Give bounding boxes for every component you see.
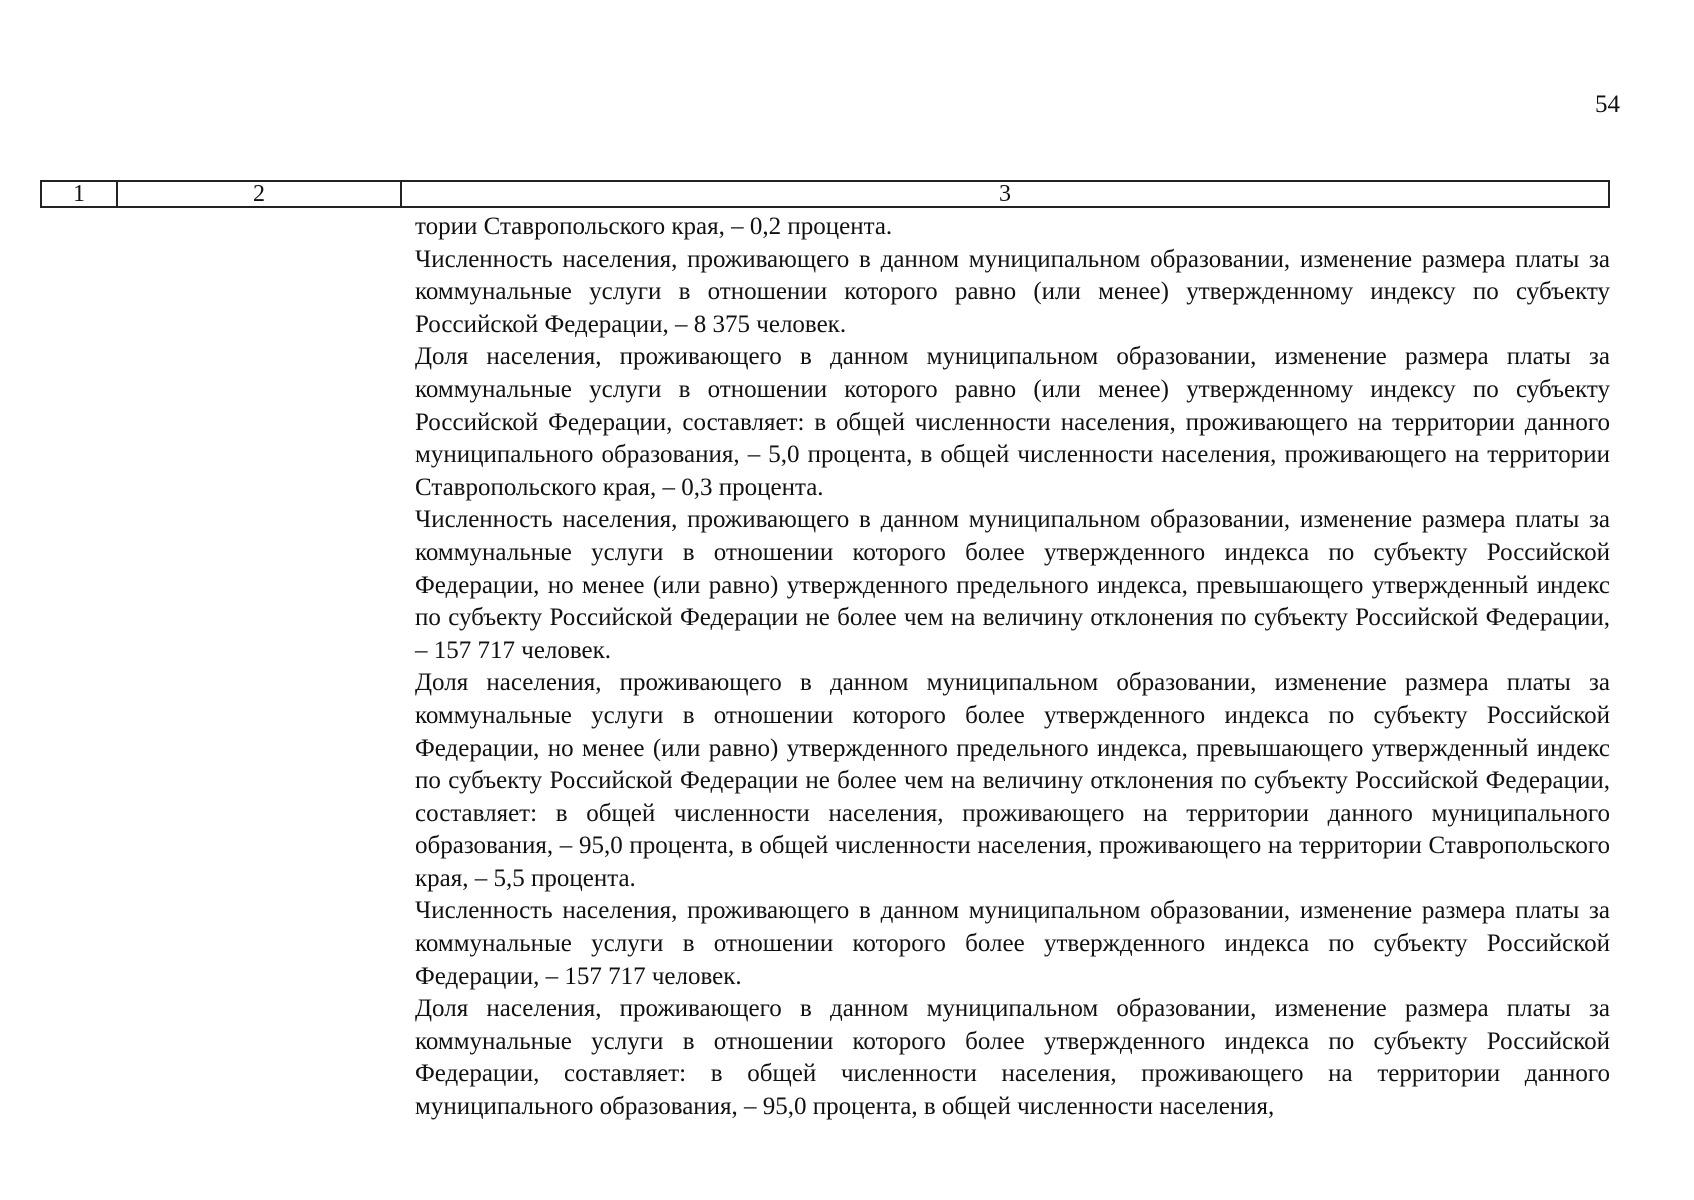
paragraph-share-above-index: Доля населения, проживающего в данном муниципальном образовании, изменение размера платы за коммунальные услуги в отношении которого более утвержденного индекса по субъекту Российской Федерации, составляет: в общей численности населения, проживающего на территории данного муниципального образования, – 95,0 процента, в общей численности населения,: [415, 995, 1610, 1121]
paragraph-share-above-index-within-limit: Доля населения, проживающего в данном муниципальном образовании, изменение размера платы за коммунальные услуги в отношении которого более утвержденного индекса по субъекту Российской Федерации, но менее (или равно) утвержденного предельного индекса, превышающего утвержденный индекс по субъекту Российской Федерации не более чем на величину отклонения по субъекту Российской Федерации, составляет: в общей численности населения, проживающего на территории данного муниципального образования, – 95,0 процента, в общей численности населения, проживающего на территории Ставропольского края, – 5,5 процента.: [415, 669, 1610, 892]
paragraph-continuation: тории Ставропольского края, – 0,2 процента.: [415, 213, 893, 240]
table-header-col-1: 1: [42, 182, 118, 206]
paragraph-share-equal-index: Доля населения, проживающего в данном муниципальном образовании, изменение размера платы за коммунальные услуги в отношении которого равно (или менее) утвержденному индексу по субъекту Российской Федерации, составляет: в общей численности населения, проживающего на территории данного муниципального образования, – 5,0 процента, в общей численности населения, проживающего на территории Ставропольского края, – 0,3 процента.: [415, 343, 1610, 501]
paragraph-population-above-index: Численность населения, проживающего в данном муниципальном образовании, изменение размера платы за коммунальные услуги в отношении которого более утвержденного индекса по субъекту Российской Федерации, – 157 717 человек.: [415, 897, 1610, 990]
page-number: 54: [1595, 91, 1620, 118]
paragraph-population-above-index-within-limit: Численность населения, проживающего в данном муниципальном образовании, изменение размера платы за коммунальные услуги в отношении которого более утвержденного индекса по субъекту Российской Федерации, но менее (или равно) утвержденного предельного индекса, превышающего утвержденный индекс по субъекту Российской Федерации не более чем на величину отклонения по субъекту Российской Федерации, – 157 717 человек.: [415, 506, 1610, 664]
table-header-col-2: 2: [118, 182, 402, 206]
document-body: [415, 211, 1610, 1124]
table-header-col-3: 3: [999, 181, 1011, 207]
table-header-row: [40, 180, 1610, 208]
paragraph-population-equal-index: Численность населения, проживающего в данном муниципальном образовании, изменение размера платы за коммунальные услуги в отношении которого равно (или менее) утвержденному индексу по субъекту Российской Федерации, – 8 375 человек.: [415, 245, 1610, 338]
